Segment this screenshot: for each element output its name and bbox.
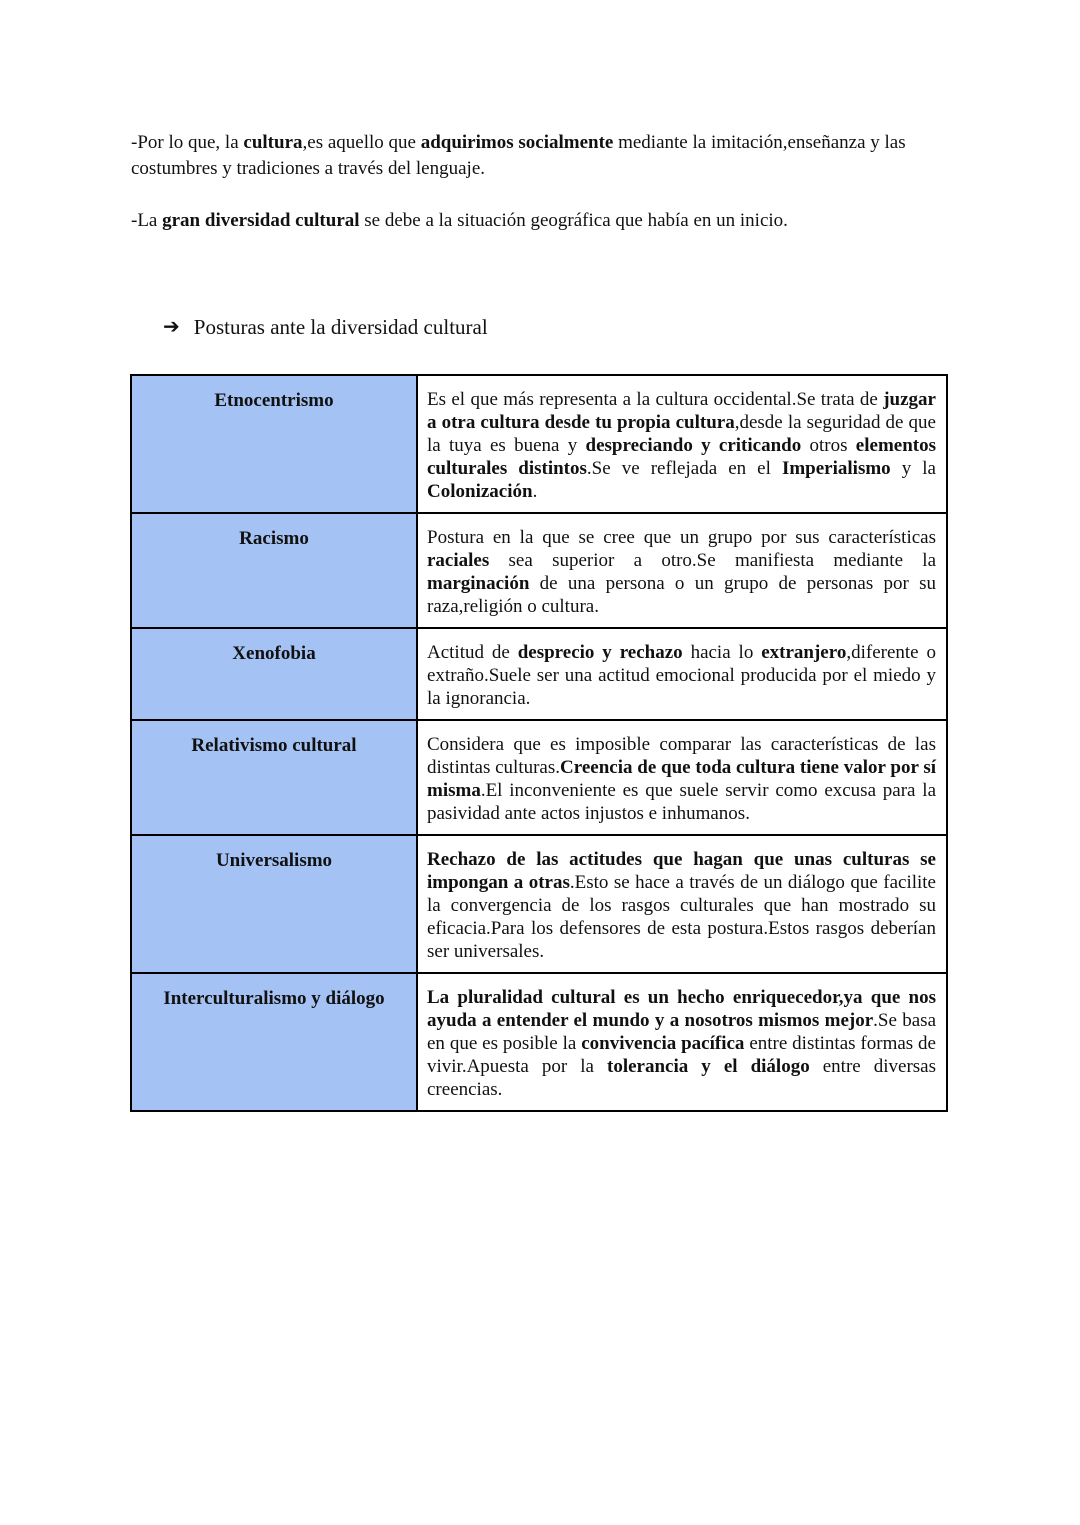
text-segment-bold: juzgar a otra cultura desde tu propia cultura xyxy=(427,389,936,433)
text-segment-bold: gran diversidad cultural xyxy=(162,210,360,231)
text-segment: .Se ve reflejada en el xyxy=(586,458,782,479)
text-segment-bold: Colonización xyxy=(427,481,533,502)
posture-term-cell xyxy=(131,973,417,1111)
text-segment: -Por lo que, la xyxy=(131,132,244,153)
text-segment-bold: Imperialismo xyxy=(781,458,891,479)
text-segment: Postura en la que se cree que un grupo por sus características xyxy=(427,527,936,548)
text-segment-bold: extranjero xyxy=(761,642,847,663)
text-segment-bold: raciales xyxy=(427,550,490,571)
posture-description-cell xyxy=(417,973,947,1111)
table-row xyxy=(131,720,947,835)
text-segment-bold: adquirimos socialmente xyxy=(420,132,614,153)
posture-term: Racismo xyxy=(239,528,309,549)
text-segment: .El inconveniente es que suele servir como excusa para la pasividad ante actos injustos e inhumanos. xyxy=(427,780,936,824)
paragraph-culture-definition xyxy=(131,130,961,182)
posture-description-cell xyxy=(417,835,947,973)
posture-term-cell xyxy=(131,720,417,835)
posture-term-cell xyxy=(131,513,417,628)
text-segment: mediante la imitación,enseñanza y las costumbres y tradiciones a través del lenguaje. xyxy=(131,132,906,179)
table-row xyxy=(131,513,947,628)
text-segment: hacia lo xyxy=(682,642,762,663)
arrow-right-icon: ➔ xyxy=(163,316,180,338)
text-segment: sea superior a otro.Se manifiesta mediante la xyxy=(489,550,936,571)
posture-description-cell xyxy=(417,628,947,720)
text-segment-bold: elementos culturales distintos xyxy=(427,435,936,479)
posture-description-cell xyxy=(417,375,947,513)
paragraph-cultural-diversity xyxy=(131,208,961,234)
text-segment: se debe a la situación geográfica que había en un inicio. xyxy=(359,210,788,231)
posture-term: Relativismo cultural xyxy=(191,735,357,756)
text-segment: entre diversas creencias. xyxy=(427,1056,937,1100)
text-segment: -La xyxy=(131,210,163,231)
text-segment: de una persona o un grupo de personas por su raza,religión o cultura. xyxy=(427,573,936,617)
section-heading-text: Posturas ante la diversidad cultural xyxy=(193,315,488,339)
text-segment-bold: Creencia de que toda cultura tiene valor por sí misma xyxy=(427,757,936,801)
text-segment-bold: tolerancia y el diálogo xyxy=(607,1056,810,1077)
text-segment-bold: Rechazo de las actitudes que hagan que unas culturas se impongan a otras xyxy=(427,849,936,893)
text-segment: Considera que es imposible comparar las características de las distintas culturas. xyxy=(427,734,936,778)
text-segment: .Esto se hace a través de un diálogo que facilite la convergencia de los rasgos culturales que han mostrado su eficacia.Para los defensores de esta postura.Estos rasgos deberían ser universales. xyxy=(427,872,936,962)
posture-description-cell xyxy=(417,513,947,628)
posture-term-cell xyxy=(131,375,417,513)
text-segment-bold: La pluralidad cultural es un hecho enriquecedor,ya que nos ayuda a entender el mundo y a nosotros mismos mejor xyxy=(427,987,936,1031)
text-segment: y la xyxy=(890,458,936,479)
posture-term: Interculturalismo y diálogo xyxy=(163,988,385,1009)
text-segment: ,desde la seguridad de que la tuya es buena y xyxy=(427,412,936,456)
text-segment: Es el que más representa a la cultura occidental.Se trata de xyxy=(427,389,884,410)
section-heading xyxy=(163,313,488,341)
text-segment: ,es aquello que xyxy=(302,132,421,153)
text-segment: .Se basa en que es posible la xyxy=(427,1010,936,1054)
postures-table xyxy=(130,374,948,1112)
posture-term: Universalismo xyxy=(215,850,333,871)
table-row xyxy=(131,835,947,973)
text-segment: . xyxy=(532,481,538,502)
posture-term-cell xyxy=(131,628,417,720)
text-segment: ,diferente o extraño.Suele ser una actitud emocional producida por el miedo y la ignorancia. xyxy=(427,642,936,709)
text-segment-bold: cultura xyxy=(243,132,303,153)
posture-term-cell xyxy=(131,835,417,973)
text-segment-bold: convivencia pacífica xyxy=(581,1033,745,1054)
text-segment-bold: marginación xyxy=(427,573,530,594)
table-row xyxy=(131,973,947,1111)
text-segment: entre distintas formas de vivir.Apuesta por la xyxy=(427,1033,936,1077)
posture-term: Xenofobia xyxy=(232,643,316,664)
text-segment-bold: desprecio y rechazo xyxy=(517,642,683,663)
text-segment: otros xyxy=(801,435,856,456)
text-segment: Actitud de xyxy=(427,642,518,663)
text-segment-bold: despreciando y criticando xyxy=(585,435,802,456)
table-row xyxy=(131,375,947,513)
posture-term: Etnocentrismo xyxy=(214,390,334,411)
posture-description-cell xyxy=(417,720,947,835)
table-row xyxy=(131,628,947,720)
